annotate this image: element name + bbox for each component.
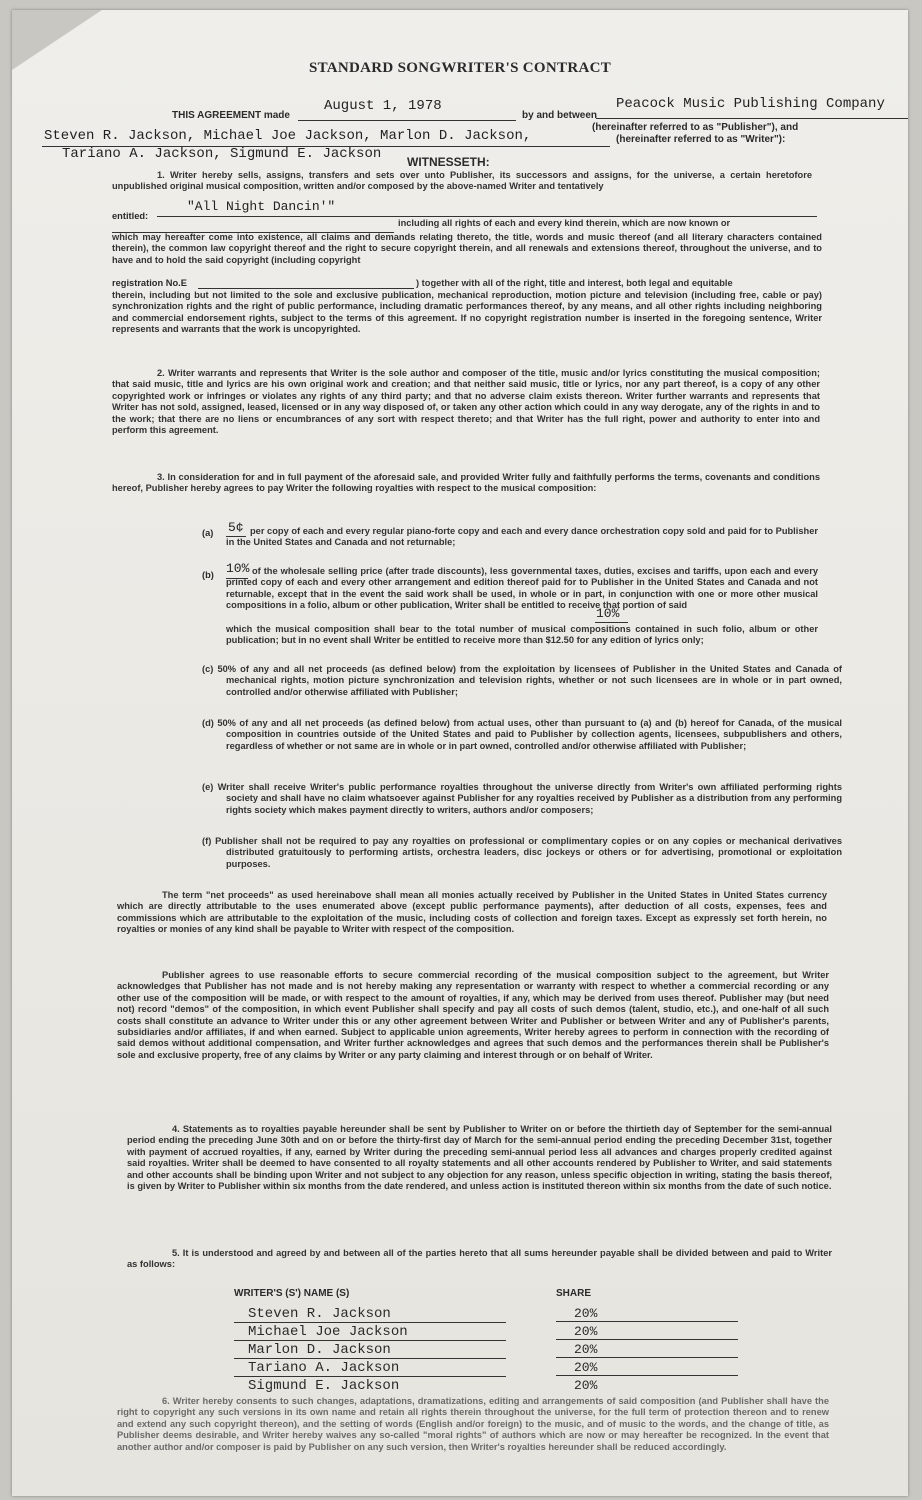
section-1-body-2-text: therein, including but not limited to the sole and exclusive publication, mechanical reproduction, motion picture and television (including free, cable or pay) synchronization rights and the right of public performance, including dramatic performances thereof, by any means, and all other rights including neighboring and commercial endorsement rights, subject to the terms of this agreement. If no copyright registration number is inserted in the foregoing sentence, Writer represents and warrants that the work is uncopyrighted. bbox=[112, 290, 822, 335]
royalty-b-text-2: which the musical composition shall bear to the total number of musical compositions contained in such folio, album or other publication; but in no event shall Writer be entitled to receive more than $12.50 for any edition of lyrics only; bbox=[226, 624, 818, 646]
contract-title: STANDARD SONGWRITER'S CONTRACT bbox=[308, 60, 612, 76]
royalty-c-text: (c) 50% of any and all net proceeds (as defined below) from the exploitation by licensees of Publisher in the United States and Canada of mechanical rights, motion picture synchronization and television rights, whether or not such licensees are in whole or in part owned, controlled and/or otherwise affiliated with Publisher; bbox=[202, 664, 842, 697]
section-1-body-2 bbox=[112, 290, 822, 336]
section-4-text: 4. Statements as to royalties payable hereunder shall be sent by Publisher to Writer on or before the thirtieth day of September for the semi-annual period ending the preceding June 30th and on or before the thirty-first day of March for the semi-annual period ending the preceding December 31st, together with payment of accrued royalties, if any, earned by Writer during the preceding semi-annual period less all advances and charges properly credited against said royalties. Writer shall be deemed to have consented to all royalty statements and all other accounts rendered by Publisher to Writer, and said statements and other accounts shall be binding upon Writer and not subject to any objection for any reason, unless specific objection in writing, stating the basis thereof, is given by Writer to Publisher within six months from the date rendered, and unless action is instituted thereon within six months from the date of such notice. bbox=[127, 1124, 832, 1192]
section-1-body bbox=[112, 232, 822, 266]
section-6 bbox=[117, 1396, 829, 1453]
table-row bbox=[226, 1324, 746, 1342]
writer-share: 20% bbox=[556, 1324, 738, 1340]
royalty-b-label: (b) bbox=[202, 570, 214, 580]
royalty-b-amount: 10% bbox=[226, 561, 250, 576]
publisher-name: Peacock Music Publishing Company bbox=[616, 96, 885, 112]
section-3 bbox=[112, 472, 820, 495]
net-proceeds-text: The term "net proceeds" as used hereinabove shall mean all monies actually received by Publisher in the United States in United States currency which are directly attributable to the uses enumerated above (except public performance payments), after deduction of all costs, expenses, fees and commissions which are attributable to the exploitation of the music, including costs of collection and foreign taxes. Except as expressly set forth herein, no royalties or monies of any kind shall be payable to Writer with respect of the composition. bbox=[117, 890, 827, 935]
royalty-f-text: (f) Publisher shall not be required to pay any royalties on professional or complimentary copies or on any copies or mechanical derivatives distributed gratuitously to performing artists, orchestra leaders, disc jockeys or others or for advertising, promotional or exploitation purposes. bbox=[202, 836, 842, 869]
after-title-text: including all rights of each and every kind therein, which are now known or bbox=[398, 218, 731, 228]
section-1 bbox=[112, 170, 812, 193]
table-row bbox=[226, 1342, 746, 1360]
net-proceeds-paragraph bbox=[117, 890, 827, 936]
writer-name: Steven R. Jackson bbox=[234, 1306, 506, 1323]
section-5-text: 5. It is understood and agreed by and between all of the parties hereto that all sums hereunder payable shall be divided between and paid to Writer as follows: bbox=[127, 1248, 832, 1270]
royalty-a-amount: 5¢ bbox=[228, 520, 244, 535]
section-5 bbox=[127, 1248, 832, 1271]
section-2 bbox=[112, 368, 820, 436]
registration-line bbox=[198, 288, 414, 289]
agreement-made-label: THIS AGREEMENT made bbox=[172, 110, 290, 121]
entitled-row bbox=[112, 206, 148, 224]
song-title: "All Night Dancin'" bbox=[187, 199, 336, 214]
section-3-text: 3. In consideration for and in full payment of the aforesaid sale, and provided Writer fully and faithfully performs the terms, covenants and conditions hereof, Publisher hereby agrees to pay Writer the following royalties with respect to the musical composition: bbox=[112, 472, 820, 494]
writer-ref: (hereinafter referred to as "Writer"): bbox=[616, 134, 786, 145]
registration-after: ) together with all of the right, title and interest, both legal and equitable bbox=[416, 278, 733, 288]
royalty-f bbox=[202, 836, 842, 870]
section-1-intro: 1. Writer hereby sells, assigns, transfers and sets over unto Publisher, its successors and assigns, for the universe, a certain heretofore unpublished original musical composition, written and/or composed by the above-named Writer and tentatively bbox=[112, 170, 812, 192]
writer-share: 20% bbox=[556, 1342, 738, 1358]
publisher-line bbox=[596, 96, 908, 119]
royalty-a bbox=[226, 526, 818, 549]
date-line bbox=[298, 96, 516, 121]
royalty-b-text-1: of the wholesale selling price (after trade discounts), less governmental taxes, duties, excises and tariffs, upon each and every printed copy of each and every other arrangement and edition thereof paid for to Publisher in the United States and Canada and not returnable, except that in the event the said work shall be used, in whole or in part, in conjunction with one or more other musical compositions in a folio, album or other publication, Writer shall be entitled to receive that portion of said bbox=[226, 566, 818, 611]
writers-line-1: Steven R. Jackson, Michael Joe Jackson, Marlon D. Jackson, bbox=[44, 128, 532, 144]
royalty-b bbox=[226, 566, 818, 612]
section-6-text: 6. Writer hereby consents to such changes, adaptations, dramatizations, editing and arrangements of said composition (and Publisher shall have the right to copyright any such versions in its own name and retain all rights therein throughout the universe, for the full term of protection thereon and to renew and extend any such copyright thereon), and the setting of words (English and/or foreign) to the music, and of music to the words, and the change of title, as Publisher deems desirable, and Writer hereby waives any so-called "moral rights" of authors which are now or may hereafter be recognized. In the event that another author and/or composer is paid by Publisher on any such version, then Writer's royalties hereunder shall be reduced accordingly. bbox=[117, 1396, 829, 1452]
section-1-body-text: which may hereafter come into existence, all claims and demands relating thereto, the title, words and music thereof (and all literary characters contained therein), the common law copyright thereof and the right to secure copyright therein, and all renewals and extensions thereof, throughout the universe, and to have and to hold the said copyright (including copyright bbox=[112, 232, 822, 265]
royalty-b-blank-2 bbox=[595, 606, 628, 623]
royalty-a-text: per copy of each and every regular piano-forte copy and each and every dance orchestration copy sold and paid for to Publisher in the United States and Canada and not returnable; bbox=[226, 526, 818, 548]
royalty-d-text: (d) 50% of any and all net proceeds (as defined below) from actual uses, other than pursuant to (a) and (b) hereof for Canada, of the musical composition in countries outside of the United States and paid to Publisher by collection agents, licensees, subpublishers and others, regardless of whether or not same are in whole or in part owned, controlled and/or otherwise affiliated with Publisher; bbox=[202, 718, 842, 751]
section-4 bbox=[127, 1124, 832, 1192]
royalty-e bbox=[202, 782, 842, 816]
publisher-agrees-text: Publisher agrees to use reasonable efforts to secure commercial recording of the musical composition subject to the agreement, but Writer acknowledges that Publisher has not made and is not hereby making any representation or warranty with respect to whether a commercial recording or any other use of the composition will be made, or with respect to the amount of royalties, if any, which may be derived from uses thereof. Publisher may (but need not) record "demos" of the composition, in which event Publisher shall specify and pay all costs of such demos (talent, studio, etc.), and one-half of all such costs shall constitute an advance to Writer under this or any other agreement between Writer and Publisher or between Writer and any of Publisher's parents, subsidiaries and/or affiliates, if and when earned. Subject to applicable union agreements, Writer hereby agrees to perform in connection with the recording of said demos without additional compensation, and Writer further acknowledges and agrees that such demos and the performances therein shall be Publisher's sole and exclusive property, free of any claims by Writer or any party claiming and interest through or on behalf of Writer. bbox=[117, 970, 829, 1060]
entitled-line bbox=[157, 199, 817, 217]
publisher-agrees-paragraph bbox=[117, 970, 829, 1061]
writer-share: 20% bbox=[556, 1360, 738, 1376]
royalty-c bbox=[202, 664, 842, 698]
share-column-header: SHARE bbox=[556, 1288, 592, 1299]
writer-share: 20% bbox=[556, 1306, 738, 1322]
royalty-b-amount-2: 10% bbox=[596, 606, 620, 621]
royalty-b-cont bbox=[226, 624, 818, 647]
contract-date: August 1, 1978 bbox=[324, 98, 442, 114]
table-row bbox=[226, 1306, 746, 1324]
royalty-d bbox=[202, 718, 842, 752]
publisher-ref: (hereinafter referred to as "Publisher"), and bbox=[592, 122, 799, 133]
contract-page bbox=[12, 10, 908, 1496]
by-and-between-label: by and between bbox=[522, 110, 598, 121]
registration-label: registration No.E bbox=[112, 278, 187, 288]
writer-name: Tariano A. Jackson bbox=[234, 1360, 506, 1377]
section-2-text: 2. Writer warrants and represents that Writer is the sole author and composer of the title, music and/or lyrics constituting the musical composition; that said music, title and lyrics are his own original work and creation; and that neither said music, title or lyrics, nor any part thereof, is a copy of any other copyrighted work or infringes or violates any rights of any third party; and that no adverse claim exists thereon. Writer further warrants and represents that Writer has not sold, assigned, leased, licensed or in any way disposed of, or taken any other action which could in any way derogate, any of the rights in and to the work; that there are no liens or encumbrances of any sort with respect thereto; and that Writer has the full right, power and authority to enter into and perform this agreement. bbox=[112, 368, 820, 436]
witnesseth-heading: WITNESSETH: bbox=[407, 155, 490, 169]
writer-share: 20% bbox=[574, 1378, 598, 1393]
name-column-header: WRITER'S (S') NAME (S) bbox=[234, 1288, 350, 1299]
writer-name: Sigmund E. Jackson bbox=[248, 1378, 400, 1394]
table-row bbox=[226, 1360, 746, 1378]
entitled-label: entitled: bbox=[112, 211, 149, 221]
royalty-a-label: (a) bbox=[202, 528, 214, 538]
writers-line-2: Tariano A. Jackson, Sigmund E. Jackson bbox=[62, 146, 382, 162]
royalty-e-text: (e) Writer shall receive Writer's public performance royalties throughout the universe directly from Writer's own affiliated performing rights society and shall have no claim whatsoever against Publisher for any royalties received by Publisher as a distribution from any performing rights society which makes payment directly to writers, authors and/or composers; bbox=[202, 782, 842, 815]
writer-name: Michael Joe Jackson bbox=[234, 1324, 506, 1341]
writer-name: Marlon D. Jackson bbox=[234, 1342, 506, 1359]
table-row bbox=[226, 1378, 746, 1396]
